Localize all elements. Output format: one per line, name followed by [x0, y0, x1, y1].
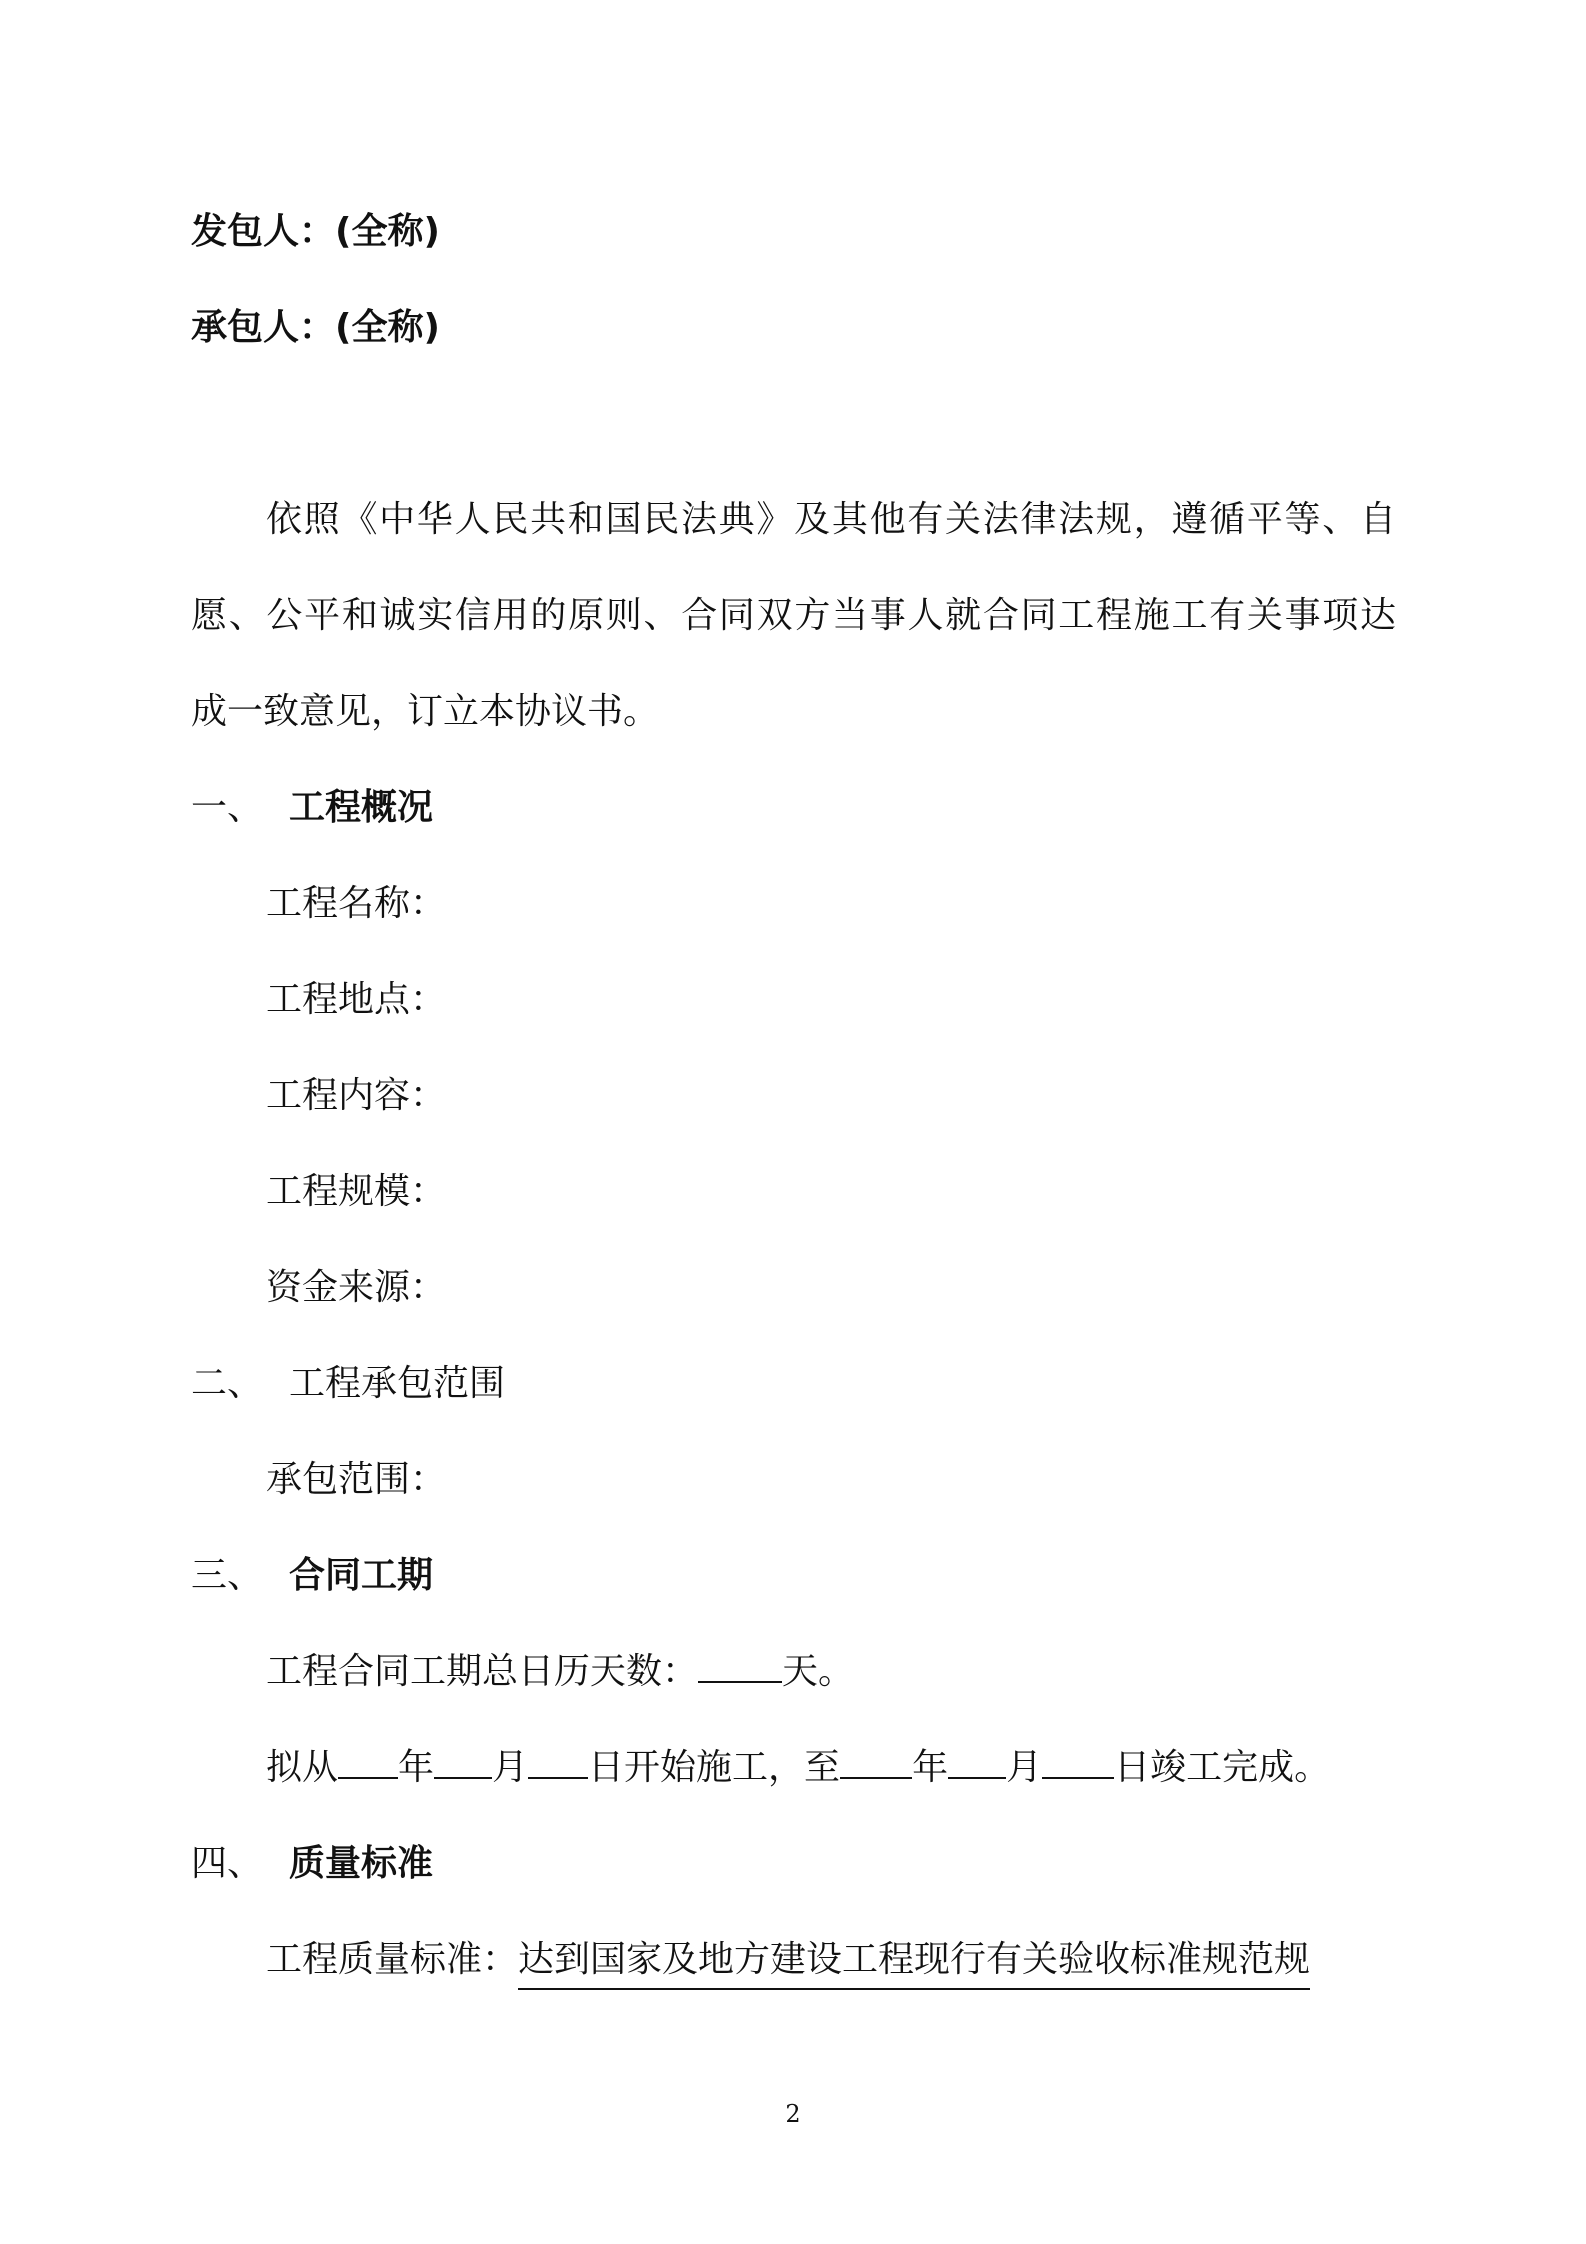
start-year-blank[interactable] — [338, 1745, 398, 1779]
preamble-line-3: 成一致意见，订立本协议书。 — [191, 691, 660, 732]
project-content-label: 工程内容： — [266, 1075, 447, 1116]
scope-label: 承包范围： — [266, 1459, 447, 1500]
section-4-heading — [191, 1840, 1396, 1888]
contractor-line: 承包人：(全称) — [191, 307, 440, 348]
quality-standard-line — [266, 1936, 1396, 1984]
total-days-label: 工程合同工期总日历天数： — [266, 1651, 699, 1692]
end-day-blank[interactable] — [1042, 1745, 1114, 1779]
days-unit: 天。 — [782, 1651, 855, 1692]
month-label: 月 — [492, 1747, 529, 1788]
section-2-heading — [191, 1360, 1396, 1408]
end-year-blank[interactable] — [840, 1745, 912, 1779]
page-number: 2 — [785, 2100, 801, 2128]
preamble-line-2: 愿、公平和诚实信用的原则、合同双方当事人就合同工程施工有关事项达 — [191, 595, 1396, 636]
section-title: 合同工期 — [289, 1555, 434, 1596]
section-1-heading — [191, 784, 1396, 832]
project-scale-label: 工程规模： — [266, 1171, 447, 1212]
total-days-blank[interactable] — [698, 1649, 782, 1683]
quality-label: 工程质量标准： — [266, 1939, 519, 1980]
preamble-line-1: 依照《中华人民共和国民法典》及其他有关法律法规，遵循平等、自 — [266, 499, 1396, 540]
section-number: 一、 — [191, 787, 264, 828]
section-title: 工程承包范围 — [289, 1363, 506, 1404]
section-title: 质量标准 — [289, 1843, 434, 1884]
end-day-label: 日竣工完成。 — [1114, 1747, 1331, 1788]
project-location-label: 工程地点： — [266, 979, 447, 1020]
month-label: 月 — [1006, 1747, 1043, 1788]
schedule-line — [266, 1744, 1396, 1792]
employer-line: 发包人：(全称) — [191, 211, 440, 252]
start-day-label: 日开始施工，至 — [588, 1747, 841, 1788]
section-title: 工程概况 — [289, 787, 434, 828]
year-label: 年 — [398, 1747, 435, 1788]
funding-source-label: 资金来源： — [266, 1267, 447, 1308]
project-name-label: 工程名称： — [266, 883, 447, 924]
section-number: 三、 — [191, 1555, 264, 1596]
total-days-line — [266, 1648, 1396, 1696]
quality-value: 达到国家及地方建设工程现行有关验收标准规范规 — [518, 1939, 1310, 1990]
end-month-blank[interactable] — [948, 1745, 1006, 1779]
start-day-blank[interactable] — [528, 1745, 588, 1779]
section-number: 二、 — [191, 1363, 264, 1404]
section-number: 四、 — [191, 1843, 264, 1884]
schedule-from: 拟从 — [266, 1747, 339, 1788]
year-label: 年 — [912, 1747, 949, 1788]
section-3-heading — [191, 1552, 1396, 1600]
start-month-blank[interactable] — [434, 1745, 492, 1779]
